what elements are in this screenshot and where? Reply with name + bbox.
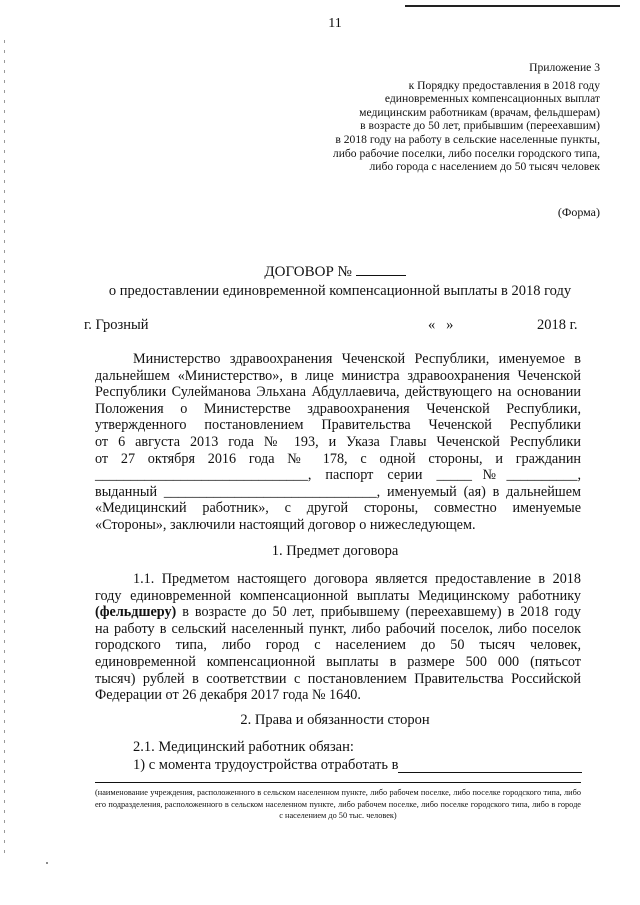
section-1-line section-1-line-with-bold: (фельдшеру) в возрасте до 50 лет, прибывшему (переехавшему) в 2018 году <box>95 604 581 621</box>
section-1-line: 1.1. Предметом настоящего договора является предоставление в 2018 <box>133 571 581 587</box>
preamble-line: от 6 августа 2013 года № 193, и Указа Главы Чеченской Республики <box>95 433 581 450</box>
section-1-paragraph <box>95 571 581 704</box>
preamble-line: выданный ______________________________, именуемый (ая) в дальнейшем <box>95 483 581 500</box>
scan-speck <box>46 862 48 864</box>
appendix-line: медицинским работникам (врачам, фельдшерам) <box>359 105 600 119</box>
preamble-line: дальнейшем «Министерство», в лице министра здравоохранения Чеченской <box>95 367 581 384</box>
place-of-signing: г. Грозный <box>84 317 149 333</box>
scan-edge-marks <box>4 40 5 860</box>
appendix-header <box>300 61 600 174</box>
top-border-line <box>405 5 620 7</box>
contract-number-blank <box>356 263 406 276</box>
section-1-line: городского типа, либо город с населением до 50 тысяч человек, <box>95 637 581 654</box>
preamble-line: «Медицинский работник», с другой стороны, совместно именуемые <box>95 500 581 517</box>
preamble-line: утвержденного постановлением Правительства Чеченской Республики <box>95 417 581 434</box>
section-1-line: на работу в сельский населенный пункт, либо рабочий поселок, либо поселок <box>95 620 581 637</box>
preamble-line: «Стороны», заключили настоящий договор о нижеследующем. <box>95 516 476 533</box>
appendix-line: в 2018 году на работу в сельские населенные пункты, <box>335 132 600 146</box>
section-1-line: году единовременной компенсационной выплаты Медицинскому работнику <box>95 587 581 604</box>
document-subtitle: о предоставлении единовременной компенсационной выплаты в 2018 году <box>108 283 572 299</box>
form-label: (Форма) <box>557 205 600 219</box>
preamble-line: ______________________________, паспорт серии _____№__________, <box>95 467 581 484</box>
appendix-line: к Порядку предоставления в 2018 году <box>408 78 600 92</box>
appendix-line: Приложение 3 <box>529 61 600 74</box>
preamble-line: Министерство здравоохранения Чеченской Республики, именуемое в <box>133 351 581 367</box>
preamble-paragraph <box>95 351 581 534</box>
section-1-line: тысяч) рублей в соответствии с постановлением Правительства Российской <box>95 670 581 687</box>
institution-footnote: (наименование учреждения, расположенного в сельском населенном пункте, либо рабочем поселке, либо поселке городского типа, либо его подразделения, расположенного в сельском населенном пункте, либо рабочем поселке, либо поселке городского типа, либо в городе с населением до 50 тыс. человек) <box>95 788 581 820</box>
section-1-line: Федерации от 26 декабря 2017 года № 1640. <box>95 687 361 704</box>
section-2-heading: 2. Права и обязанности сторон <box>240 712 430 728</box>
appendix-line: единовременных компенсационных выплат <box>384 92 600 106</box>
appendix-line: либо рабочие поселки, либо поселки городского типа, <box>332 146 600 160</box>
preamble-line: от 27 октября 2016 года № 178, с одной стороны, и гражданин <box>95 450 581 467</box>
page-number: 11 <box>328 16 342 31</box>
preamble-line: Положения о Министерстве здравоохранения Чеченской Республики, <box>95 400 581 417</box>
bold-word: (фельдшеру) <box>95 604 177 621</box>
date-quotes: « » <box>428 317 454 333</box>
clause-2-1: 2.1. Медицинский работник обязан: <box>133 739 354 755</box>
section-1-heading: 1. Предмет договора <box>271 543 399 559</box>
contract-year: 2018 г. <box>537 317 578 333</box>
footnote-line <box>95 782 581 783</box>
section-1-line: единовременной компенсационной выплаты в размере 500 000 (пятьсот <box>95 653 581 670</box>
institution-blank-line <box>398 772 582 773</box>
document-title <box>0 263 640 281</box>
preamble-line: Республики Сулейманова Эльхана Абдуллаевича, действующего на основании <box>95 384 581 401</box>
title-text: ДОГОВОР № <box>264 264 352 280</box>
appendix-line: в возрасте до 50 лет, прибывшим (переехавшим) <box>360 119 600 133</box>
clause-2-1-item-1: 1) с момента трудоустройства отработать в <box>133 757 399 773</box>
appendix-line: либо города с населением до 50 тысяч человек <box>369 160 600 174</box>
